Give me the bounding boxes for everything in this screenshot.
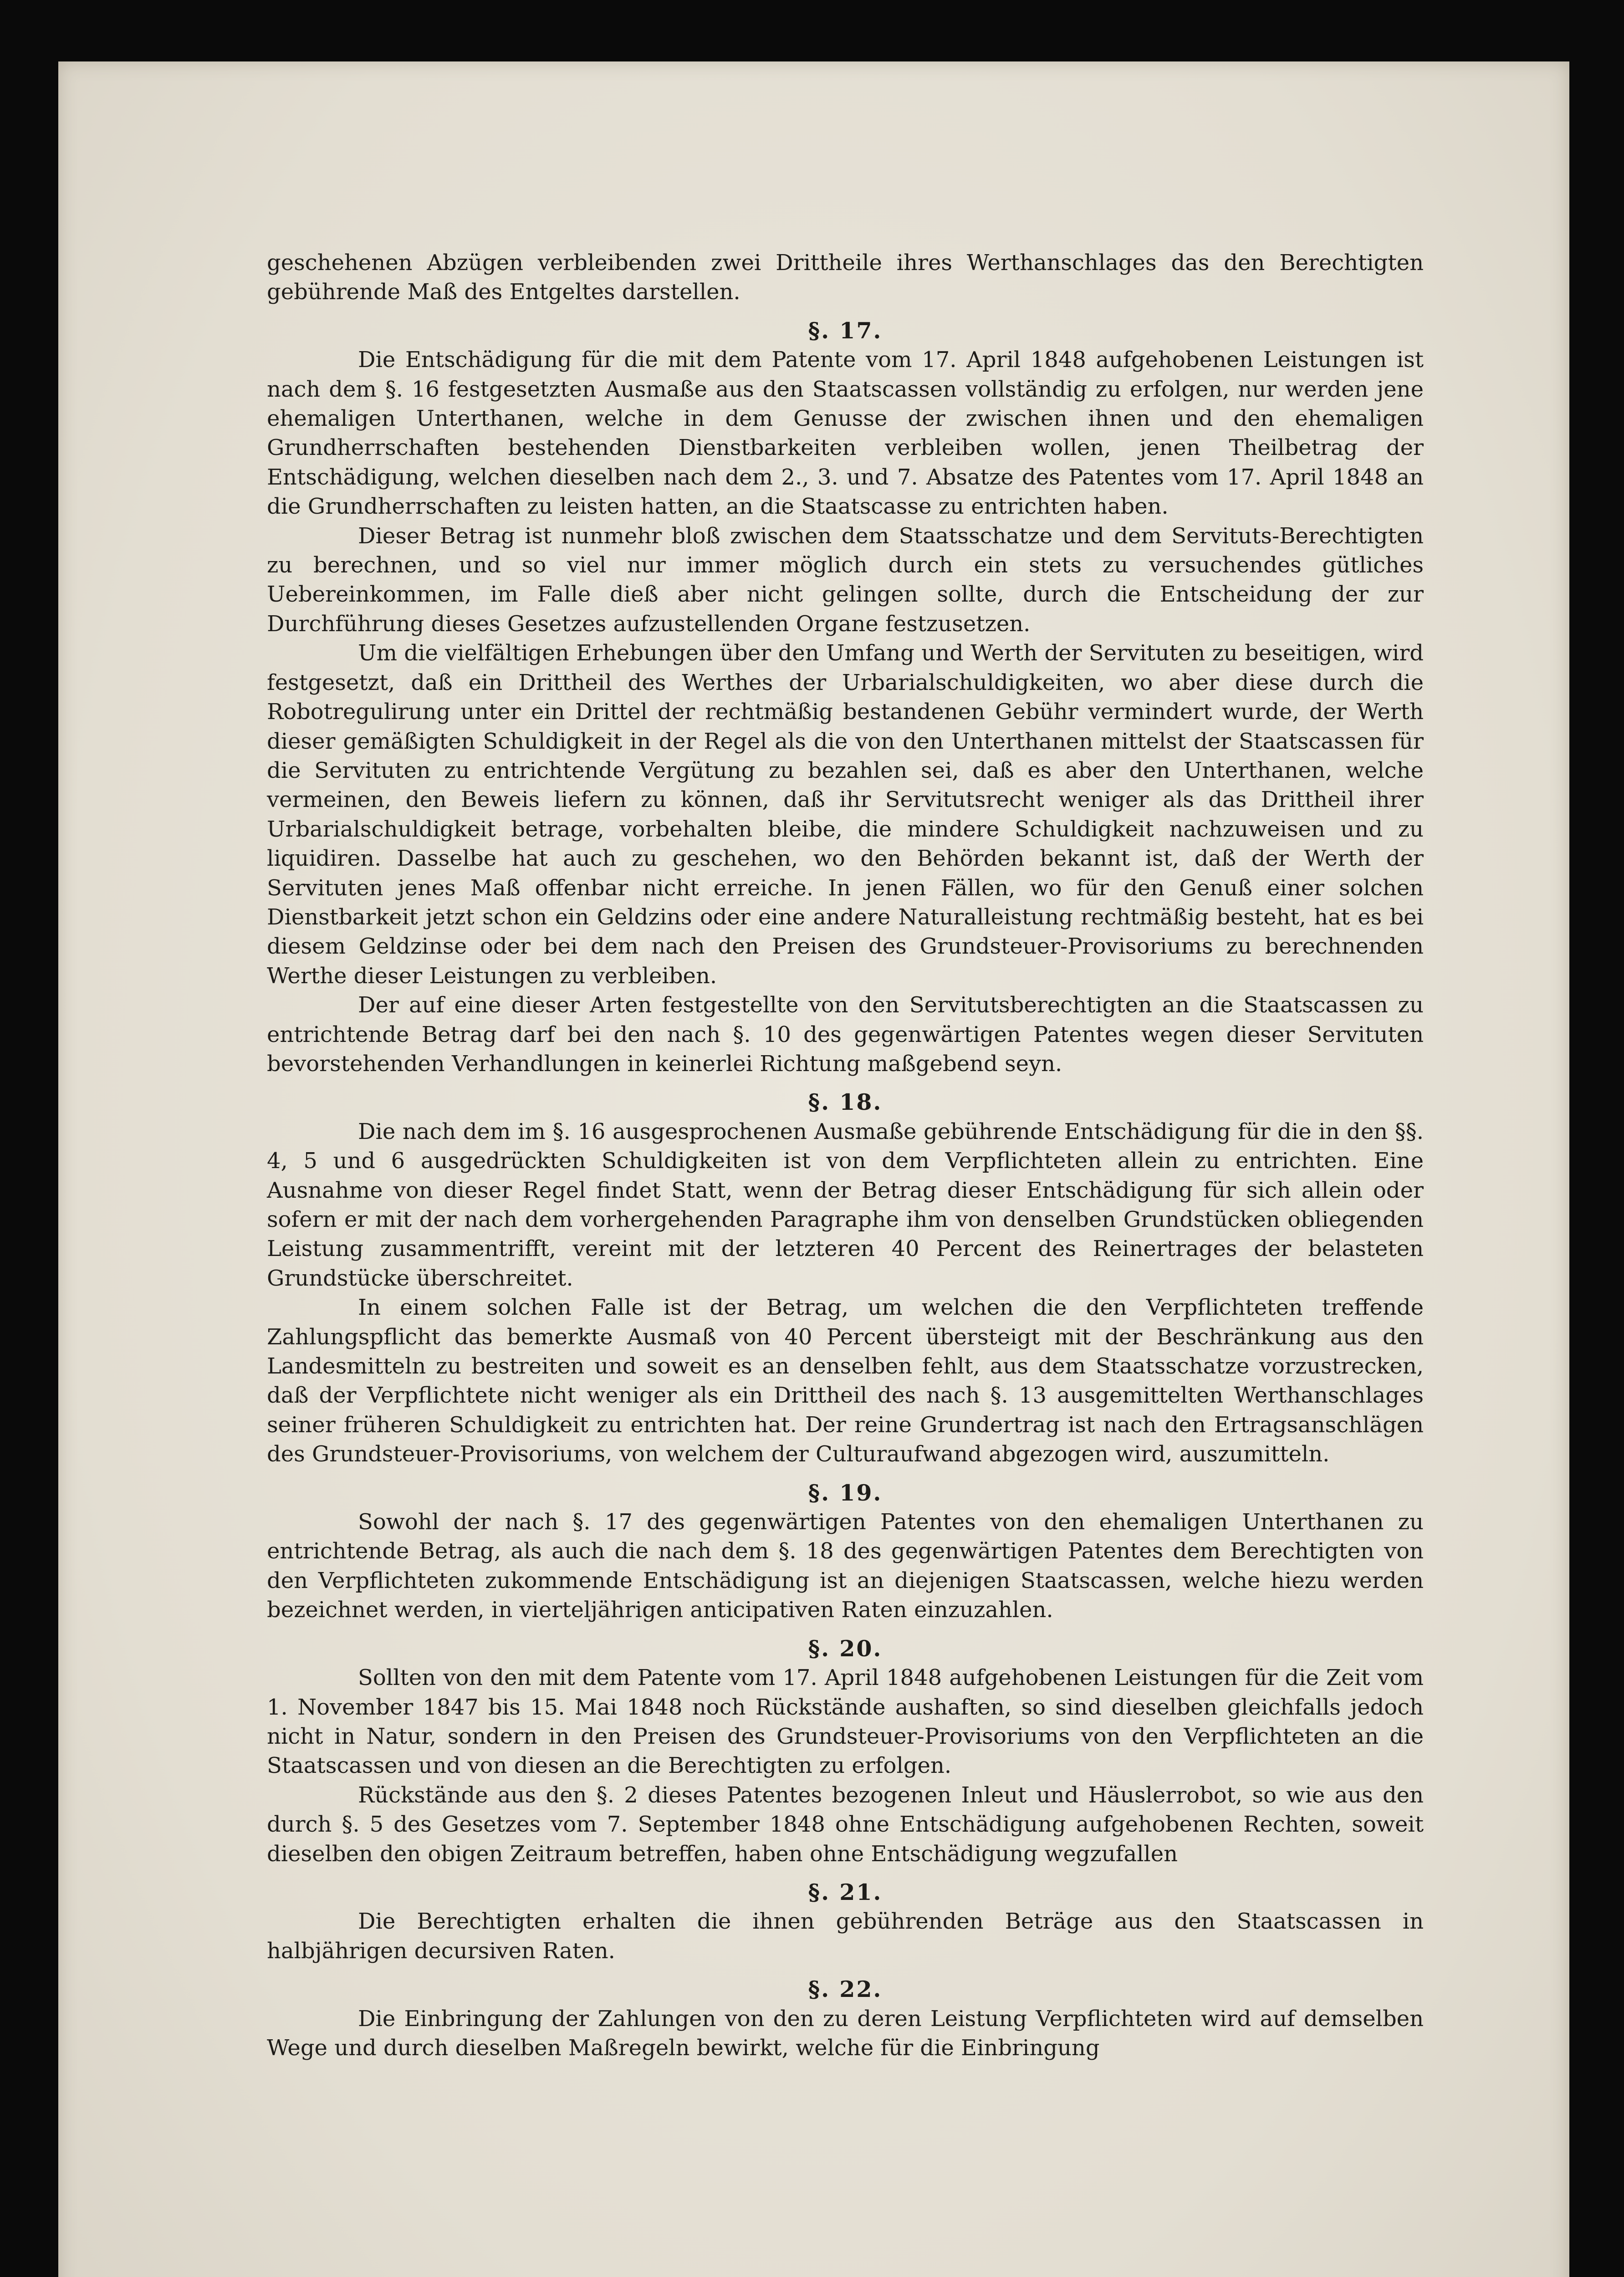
section-heading: §. 19. [808, 1479, 883, 1506]
paragraph: In einem solchen Falle ist der Betrag, um welchen die den Verpflichteten treffende Zahlungspflicht das bemerkte Ausmaß von 40 Percent übersteigt mit der Beschränkung aus den Landesmitteln zu bestreiten und soweit es an denselben fehlt, aus dem Staatsschatze vorzustrecken, daß der Verpflichtete nicht weniger als ein Drittheil des nach §. 13 ausgemittelten Werthanschlages seiner früheren Schuldigkeit zu entrichten hat. Der reine Grundertrag ist nach den Ertragsanschlägen des Grundsteuer-Provisoriums, von welchem der Culturaufwand abgezogen wird, auszumitteln. [267, 1295, 1424, 1467]
paragraph: Die nach dem im §. 16 ausgesprochenen Ausmaße gebührende Entschädigung für die in den §§. 4, 5 und 6 ausgedrückten Schuldigkeiten ist von dem Verpflichteten allein zu entrichten. Eine Ausnahme von dieser Regel findet Statt, wenn der Betrag dieser Entschädigung für sich allein oder sofern er mit der nach dem vorhergehenden Paragraphe ihm von denselben Grundstücken obliegenden Leistung zusammentrifft, vereint mit der letzteren 40 Percent des Reinertrages der belasteten Grundstücke überschreitet. [267, 1118, 1424, 1291]
section-heading: §. 17. [808, 317, 883, 344]
section-heading: §. 20. [808, 1635, 883, 1662]
paragraph: Sowohl der nach §. 17 des gegenwärtigen Patentes von den ehemaligen Unterthanen zu entrichtende Betrag, als auch die nach dem §. 18 des gegenwärtigen Patentes dem Berechtigten von den Verpflichteten zukommende Entschädigung ist an diejenigen Staatscassen, welche hiezu werden bezeichnet werden, in vierteljährigen anticipativen Raten einzuzahlen. [267, 1509, 1424, 1623]
paragraph: Sollten von den mit dem Patente vom 17. April 1848 aufgehobenen Leistungen für die Zeit vom 1. November 1847 bis 15. Mai 1848 noch Rückstände aushaften, so sind dieselben gleichfalls jedoch nicht in Natur, sondern in den Preisen des Grundsteuer-Provisoriums von den Verpflichteten an die Staatscassen und von diesen an die Berechtigten zu erfolgen. [267, 1665, 1424, 1779]
document-body [267, 248, 1424, 2063]
paragraph: Rückstände aus den §. 2 dieses Patentes bezogenen Inleut und Häuslerrobot, so wie aus den durch §. 5 des Gesetzes vom 7. September 1848 ohne Entschädigung aufgehobenen Rechten, soweit dieselben den obigen Zeitraum betreffen, haben ohne Entschädigung wegzufallen [267, 1782, 1424, 1867]
paragraph: Der auf eine dieser Arten festgestellte von den Servitutsberechtigten an die Staatscassen zu entrichtende Betrag darf bei den nach §. 10 des gegenwärtigen Patentes wegen dieser Servituten bevorstehenden Verhandlungen in keinerlei Richtung maßgebend seyn. [267, 992, 1424, 1077]
paragraph: Die Berechtigten erhalten die ihnen gebührenden Beträge aus den Staatscassen in halbjährigen decursiven Raten. [267, 1909, 1424, 1964]
section-heading: §. 18. [808, 1089, 883, 1116]
paragraph: geschehenen Abzügen verbleibenden zwei Drittheile ihres Werthanschlages das den Berechtigten gebührende Maß des Entgeltes darstellen. [267, 250, 1424, 305]
paragraph: Um die vielfältigen Erhebungen über den Umfang und Werth der Servituten zu beseitigen, wird festgesetzt, daß ein Drittheil des Werthes der Urbarialschuldigkeiten, wo aber diese durch die Robotregulirung unter ein Drittel der rechtmäßig bestandenen Gebühr vermindert wurde, der Werth dieser gemäßigten Schuldigkeit in der Regel als die von den Unterthanen mittelst der Staatscassen für die Servituten zu entrichtende Vergütung zu bezahlen sei, daß es aber den Unterthanen, welche vermeinen, den Beweis liefern zu können, daß ihr Servitutsrecht weniger als das Drittheil ihrer Urbarialschuldigkeit betrage, vorbehalten bleibe, die mindere Schuldigkeit nachzuweisen und zu liquidiren. Dasselbe hat auch zu geschehen, wo den Behörden bekannt ist, daß der Werth der Servituten jenes Maß offenbar nicht erreiche. In jenen Fällen, wo für den Genuß einer solchen Dienstbarkeit jetzt schon ein Geldzins oder eine andere Naturalleistung rechtmäßig besteht, hat es bei diesem Geldzinse oder bei dem nach den Preisen des Grundsteuer-Provisoriums zu berechnenden Werthe dieser Leistungen zu verbleiben. [267, 640, 1424, 989]
paragraph: Die Einbringung der Zahlungen von den zu deren Leistung Verpflichteten wird auf demselben Wege und durch dieselben Maßregeln bewirkt, welche für die Einbringung [267, 2006, 1424, 2061]
document-page [58, 61, 1569, 2277]
paragraph: Die Entschädigung für die mit dem Patente vom 17. April 1848 aufgehobenen Leistungen ist nach dem §. 16 festgesetzten Ausmaße aus den Staatscassen vollständig zu erfolgen, nur werden jene ehemaligen Unterthanen, welche in dem Genusse der zwischen ihnen und den ehemaligen Grundherrschaften bestehenden Dienstbarkeiten verbleiben wollen, jenen Theilbetrag der Entschädigung, welchen dieselben nach dem 2., 3. und 7. Absatze des Patentes vom 17. April 1848 an die Grundherrschaften zu leisten hatten, an die Staatscasse zu entrichten haben. [267, 347, 1424, 520]
section-heading: §. 21. [808, 1879, 883, 1905]
paragraph: Dieser Betrag ist nunmehr bloß zwischen dem Staatsschatze und dem Servituts-Berechtigten zu berechnen, und so viel nur immer möglich durch ein stets zu versuchendes gütliches Uebereinkommen, im Falle dieß aber nicht gelingen sollte, durch die Entscheidung der zur Durchführung dieses Gesetzes aufzustellenden Organe festzusetzen. [267, 523, 1424, 637]
section-heading: §. 22. [808, 1976, 883, 2003]
